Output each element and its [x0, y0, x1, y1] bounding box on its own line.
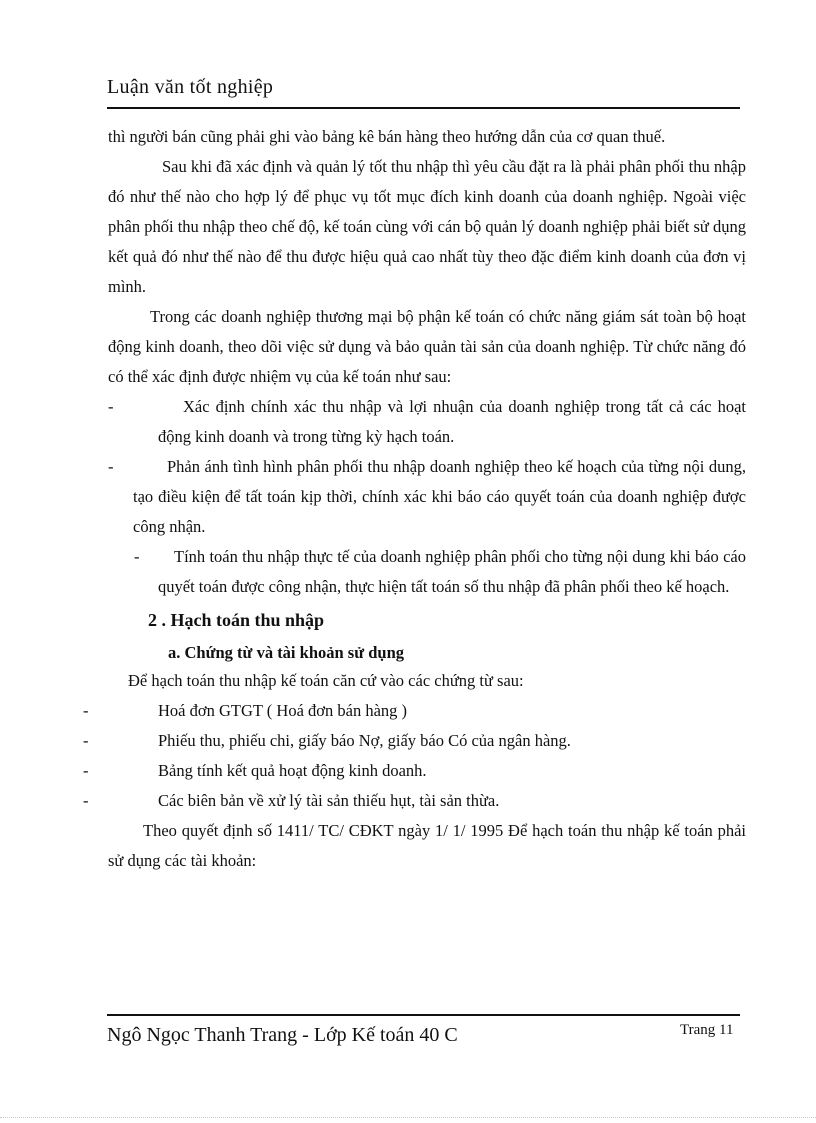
paragraph-continuation: thì người bán cũng phải ghi vào bảng kê bán hàng theo hướng dẫn của cơ quan thuế. — [108, 127, 666, 146]
footer-author: Ngô Ngọc Thanh Trang - Lớp Kế toán 40 C — [107, 1024, 458, 1046]
bullet-dash: - — [83, 761, 89, 780]
bullet-dash: - — [83, 701, 89, 720]
document-text: Phiếu thu, phiếu chi, giấy báo Nợ, giấy báo Có của ngân hàng. — [158, 731, 571, 750]
document-item — [83, 756, 746, 786]
document-text: Các biên bản về xử lý tài sản thiếu hụt, tài sản thừa. — [158, 791, 500, 810]
task-text: Xác định chính xác thu nhập và lợi nhuận của doanh nghiệp trong tất cả các hoạt động kinh doanh và trong từng kỳ hạch toán. — [158, 397, 746, 446]
document-item — [83, 726, 746, 756]
paragraph-accounts: Theo quyết định số 1411/ TC/ CĐKT ngày 1/ 1/ 1995 Để hạch toán thu nhập kế toán phải sử dụng các tài khoản: — [108, 821, 746, 870]
paragraph-income-distribution: Sau khi đã xác định và quản lý tốt thu nhập thì yêu cầu đặt ra là phải phân phối thu nhập đó như thế nào cho hợp lý để phục vụ tốt mục đích kinh doanh của doanh nghiệp. Ngoài việc phân phối thu nhập theo chế độ, kế toán cùng với cán bộ quản lý doanh nghiệp phải biết sử dụng kết quả đó như thế nào để thu được hiệu quả cao nhất tùy theo đặc điểm kinh doanh của đơn vị mình. — [108, 157, 746, 296]
bullet-dash: - — [108, 397, 114, 416]
task-text: Tính toán thu nhập thực tế của doanh nghiệp phân phối cho từng nội dung khi báo cáo quyết toán được công nhận, thực hiện tất toán số thu nhập đã phân phối theo kế hoạch. — [158, 547, 746, 596]
bullet-dash: - — [108, 457, 114, 476]
bullet-dash: - — [83, 791, 89, 810]
bullet-dash: - — [134, 547, 140, 566]
task-item — [108, 452, 746, 542]
header-divider — [107, 107, 740, 109]
section-heading: 2 . Hạch toán thu nhập — [148, 610, 325, 630]
documents-intro: Để hạch toán thu nhập kế toán căn cứ vào các chứng từ sau: — [128, 671, 524, 690]
section-subheading: a. Chứng từ và tài khoản sử dụng — [168, 643, 405, 662]
document-item — [83, 786, 746, 816]
bullet-dash: - — [83, 731, 89, 750]
document-item — [83, 696, 746, 726]
task-text: Phản ánh tình hình phân phối thu nhập doanh nghiệp theo kế hoạch của từng nội dung, tạo điều kiện để tất toán kịp thời, chính xác khi báo cáo quyết toán của doanh nghiệp được công nhận. — [133, 457, 746, 536]
task-item — [108, 392, 746, 452]
document-body — [83, 122, 746, 876]
task-item — [108, 542, 746, 602]
document-text: Bảng tính kết quả hoạt động kinh doanh. — [158, 761, 427, 780]
footer-divider — [107, 1014, 740, 1016]
header-title: Luận văn tốt nghiệp — [107, 76, 274, 98]
document-text: Hoá đơn GTGT ( Hoá đơn bán hàng ) — [158, 701, 408, 720]
page-edge — [0, 1117, 816, 1118]
paragraph-accounting-duties: Trong các doanh nghiệp thương mại bộ phận kế toán có chức năng giám sát toàn bộ hoạt động kinh doanh, theo dõi việc sử dụng và bảo quản tài sản của doanh nghiệp. Từ chức năng đó có thể xác định được nhiệm vụ của kế toán như sau: — [108, 307, 746, 386]
page-number: Trang 11 — [680, 1022, 734, 1038]
